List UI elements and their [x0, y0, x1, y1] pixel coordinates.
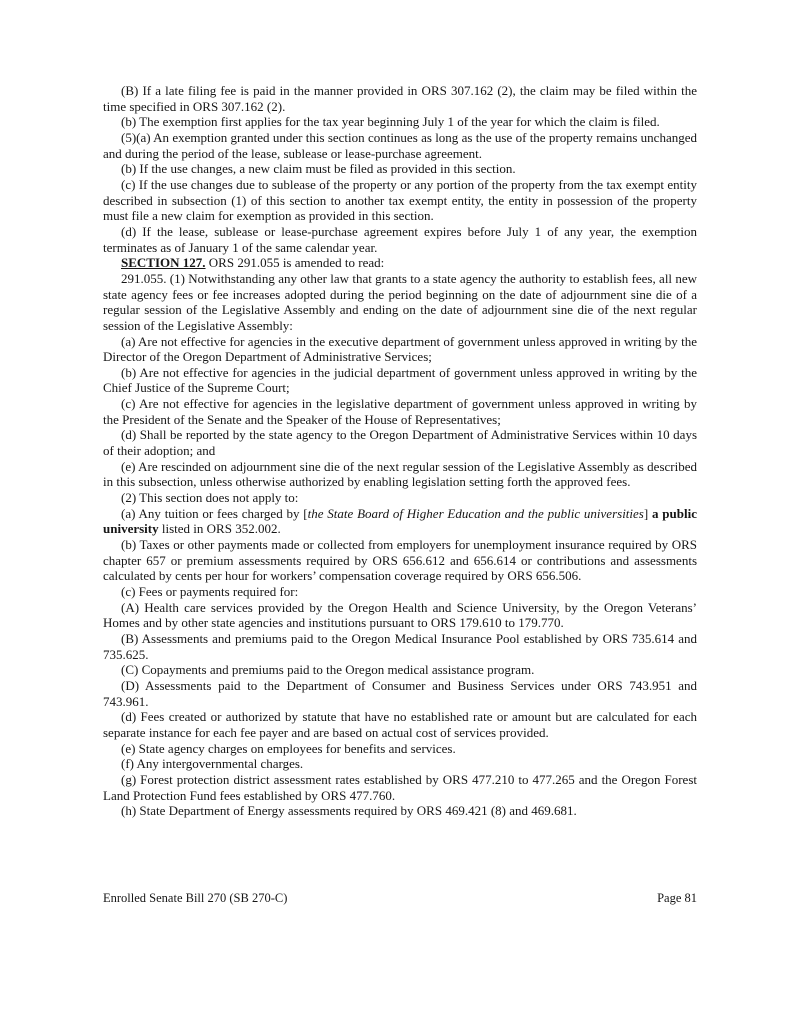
- paragraph: [103, 271, 697, 334]
- text-segment: (a) Are not effective for agencies in the executive department of government unless approved in writing by the Director of the Oregon Department of Administrative Services;: [103, 333, 697, 365]
- paragraph: [103, 334, 697, 365]
- paragraph: [103, 255, 697, 271]
- text-segment: (e) State agency charges on employees for benefits and services.: [121, 740, 456, 756]
- paragraph: [103, 678, 697, 709]
- text-segment: (c) If the use changes due to sublease of the property or any portion of the property from the tax exempt entity described in subsection (1) of this section to another tax exempt entity, the entity in possession of the property must file a new claim for exemption as provided in this section.: [103, 176, 697, 224]
- paragraph: [103, 631, 697, 662]
- text-segment: (h) State Department of Energy assessments required by ORS 469.421 (8) and 469.681.: [121, 803, 577, 819]
- paragraph: [103, 662, 697, 678]
- text-segment: (a) Any tuition or fees charged by [: [121, 505, 308, 521]
- paragraph: [103, 490, 697, 506]
- paragraph: [103, 161, 697, 177]
- footer-page-number: Page 81: [657, 891, 697, 905]
- text-segment: SECTION 127.: [121, 255, 206, 271]
- text-segment: the State Board of Higher Education and the public universities: [307, 505, 644, 521]
- text-segment: (B) Assessments and premiums paid to the Oregon Medical Insurance Pool established by ORS 735.614 and 735.625.: [103, 630, 697, 662]
- text-segment: (d) If the lease, sublease or lease-purchase agreement expires before July 1 of any year, the exemption terminates as of January 1 of the same calendar year.: [103, 223, 697, 255]
- paragraph: [103, 177, 697, 224]
- paragraph: [103, 130, 697, 161]
- text-segment: ORS 291.055 is amended to read:: [205, 255, 385, 271]
- text-segment: (e) Are rescinded on adjournment sine die of the next regular session of the Legislative Assembly as described in this subsection, unless otherwise authorized by enabling legislation setting forth the approved fees.: [103, 458, 697, 490]
- paragraph: [103, 114, 697, 130]
- text-segment: (2) This section does not apply to:: [121, 490, 299, 506]
- footer-bill-title: Enrolled Senate Bill 270 (SB 270-C): [103, 891, 288, 905]
- text-segment: (A) Health care services provided by the Oregon Health and Science University, by the Oregon Veterans’ Homes and by other state agencies and institutions pursuant to ORS 179.610 to 179.770.: [103, 599, 697, 631]
- paragraph: [103, 772, 697, 803]
- text-segment: (d) Shall be reported by the state agency to the Oregon Department of Administrative Services within 10 days of their adoption; and: [103, 427, 697, 459]
- bill-text-body: [103, 83, 697, 819]
- text-segment: listed in ORS 352.002.: [158, 521, 281, 537]
- text-segment: (D) Assessments paid to the Department of Consumer and Business Services under ORS 743.951 and 743.961.: [103, 677, 697, 709]
- text-segment: (B) If a late filing fee is paid in the manner provided in ORS 307.162 (2), the claim may be filed within the time specified in ORS 307.162 (2).: [103, 83, 697, 114]
- paragraph: [103, 427, 697, 458]
- paragraph: [103, 396, 697, 427]
- text-segment: (b) The exemption first applies for the tax year beginning July 1 of the year for which the claim is filed.: [121, 114, 660, 130]
- text-segment: (b) Taxes or other payments made or collected from employers for unemployment insurance required by ORS chapter 657 or premium assessments required by ORS 656.612 and 656.614 or contributions and assessments calculated by cents per hour for workers’ compensation coverage required by ORS 656.506.: [103, 537, 697, 584]
- paragraph: [103, 741, 697, 757]
- text-segment: (c) Fees or payments required for:: [121, 584, 299, 599]
- text-segment: ]: [643, 505, 652, 521]
- paragraph: [103, 756, 697, 772]
- text-segment: (b) Are not effective for agencies in the judicial department of government unless approved in writing by the Chief Justice of the Supreme Court;: [103, 364, 697, 396]
- page-footer: [103, 891, 697, 906]
- paragraph: [103, 537, 697, 584]
- text-segment: a public university: [103, 505, 697, 537]
- text-segment: (d) Fees created or authorized by statute that have no established rate or amount but are calculated for each separate instance for each fee payer and are based on actual cost of services provided.: [103, 709, 697, 740]
- paragraph: [103, 224, 697, 255]
- text-segment: (g) Forest protection district assessment rates established by ORS 477.210 to 477.265 and the Oregon Forest Land Protection Fund fees established by ORS 477.760.: [103, 771, 697, 803]
- paragraph: [103, 365, 697, 396]
- paragraph: [103, 459, 697, 490]
- text-segment: (C) Copayments and premiums paid to the Oregon medical assistance program.: [121, 662, 535, 678]
- paragraph: [103, 506, 697, 537]
- text-segment: (b) If the use changes, a new claim must be filed as provided in this section.: [121, 161, 516, 177]
- paragraph: [103, 709, 697, 740]
- text-segment: (f) Any intergovernmental charges.: [121, 756, 304, 772]
- paragraph: [103, 600, 697, 631]
- text-segment: (5)(a) An exemption granted under this section continues as long as the use of the property remains unchanged and during the period of the lease, sublease or lease-purchase agreement.: [103, 129, 697, 161]
- text-segment: (c) Are not effective for agencies in the legislative department of government unless approved in writing by the President of the Senate and the Speaker of the House of Representatives;: [103, 396, 697, 427]
- paragraph: [103, 803, 697, 819]
- text-segment: 291.055. (1) Notwithstanding any other law that grants to a state agency the authority to establish fees, all new state agency fees or fee increases adopted during the period beginning on the date of adjournment sine die of a regular session of the Legislative Assembly and ending on the date of adjournment sine die of the next regular session of the Legislative Assembly:: [103, 270, 697, 333]
- paragraph: [103, 83, 697, 114]
- paragraph: [103, 584, 697, 600]
